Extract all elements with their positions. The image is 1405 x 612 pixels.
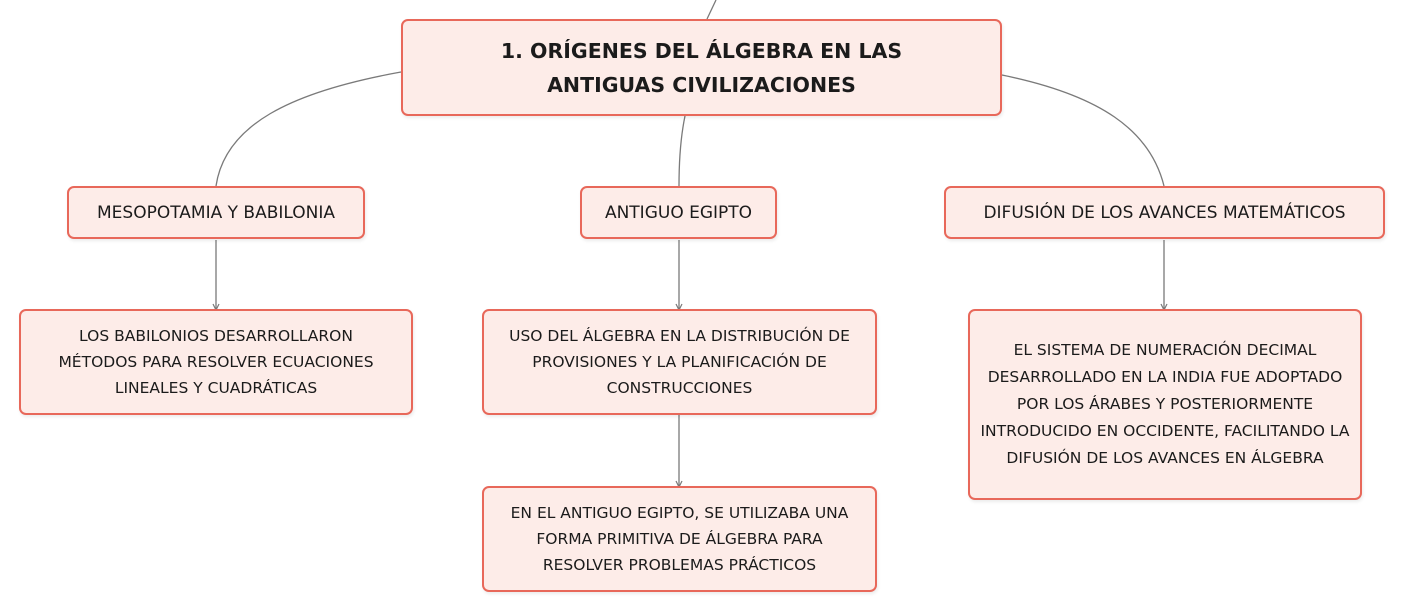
connector-root-difusion	[1002, 75, 1164, 186]
branch-node-mesopotamia[interactable]	[67, 186, 365, 239]
branch-label-difusion: DIFUSIÓN DE LOS AVANCES MATEMÁTICOS	[983, 202, 1346, 223]
detail-node-egipto-1[interactable]	[482, 309, 877, 415]
detail-node-mesopotamia[interactable]	[19, 309, 413, 415]
connector-root-mesopotamia	[216, 72, 401, 186]
detail-text-egipto-2: EN EL ANTIGUO EGIPTO, SE UTILIZABA UNA FORMA PRIMITIVA DE ÁLGEBRA PARA RESOLVER PROBLEMAS PRÁCTICOS	[510, 504, 849, 574]
connector-root-egipto	[679, 116, 685, 186]
detail-node-egipto-2[interactable]	[482, 486, 877, 592]
connector-parent-root	[707, 0, 716, 19]
branch-node-antiguo-egipto[interactable]	[580, 186, 777, 239]
branch-label-mesopotamia: MESOPOTAMIA Y BABILONIA	[97, 202, 335, 223]
root-topic-node[interactable]	[401, 19, 1002, 116]
root-topic-title: 1. ORÍGENES DEL ÁLGEBRA EN LAS ANTIGUAS CIVILIZACIONES	[500, 38, 903, 97]
detail-text-egipto-1: USO DEL ÁLGEBRA EN LA DISTRIBUCIÓN DE PROVISIONES Y LA PLANIFICACIÓN DE CONSTRUCCIONES	[509, 327, 850, 397]
detail-node-difusion[interactable]	[968, 309, 1362, 500]
branch-node-difusion[interactable]	[944, 186, 1385, 239]
detail-text-mesopotamia: LOS BABILONIOS DESARROLLARON MÉTODOS PARA RESOLVER ECUACIONES LINEALES Y CUADRÁTICAS	[58, 327, 374, 397]
detail-text-difusion: EL SISTEMA DE NUMERACIÓN DECIMAL DESARROLLADO EN LA INDIA FUE ADOPTADO POR LOS ÁRABES Y POSTERIORMENTE INTRODUCIDO EN OCCIDENTE, FACILITANDO LA DIFUSIÓN DE LOS AVANCES EN ÁLGEBRA	[980, 341, 1350, 467]
branch-label-antiguo-egipto: ANTIGUO EGIPTO	[604, 202, 753, 223]
